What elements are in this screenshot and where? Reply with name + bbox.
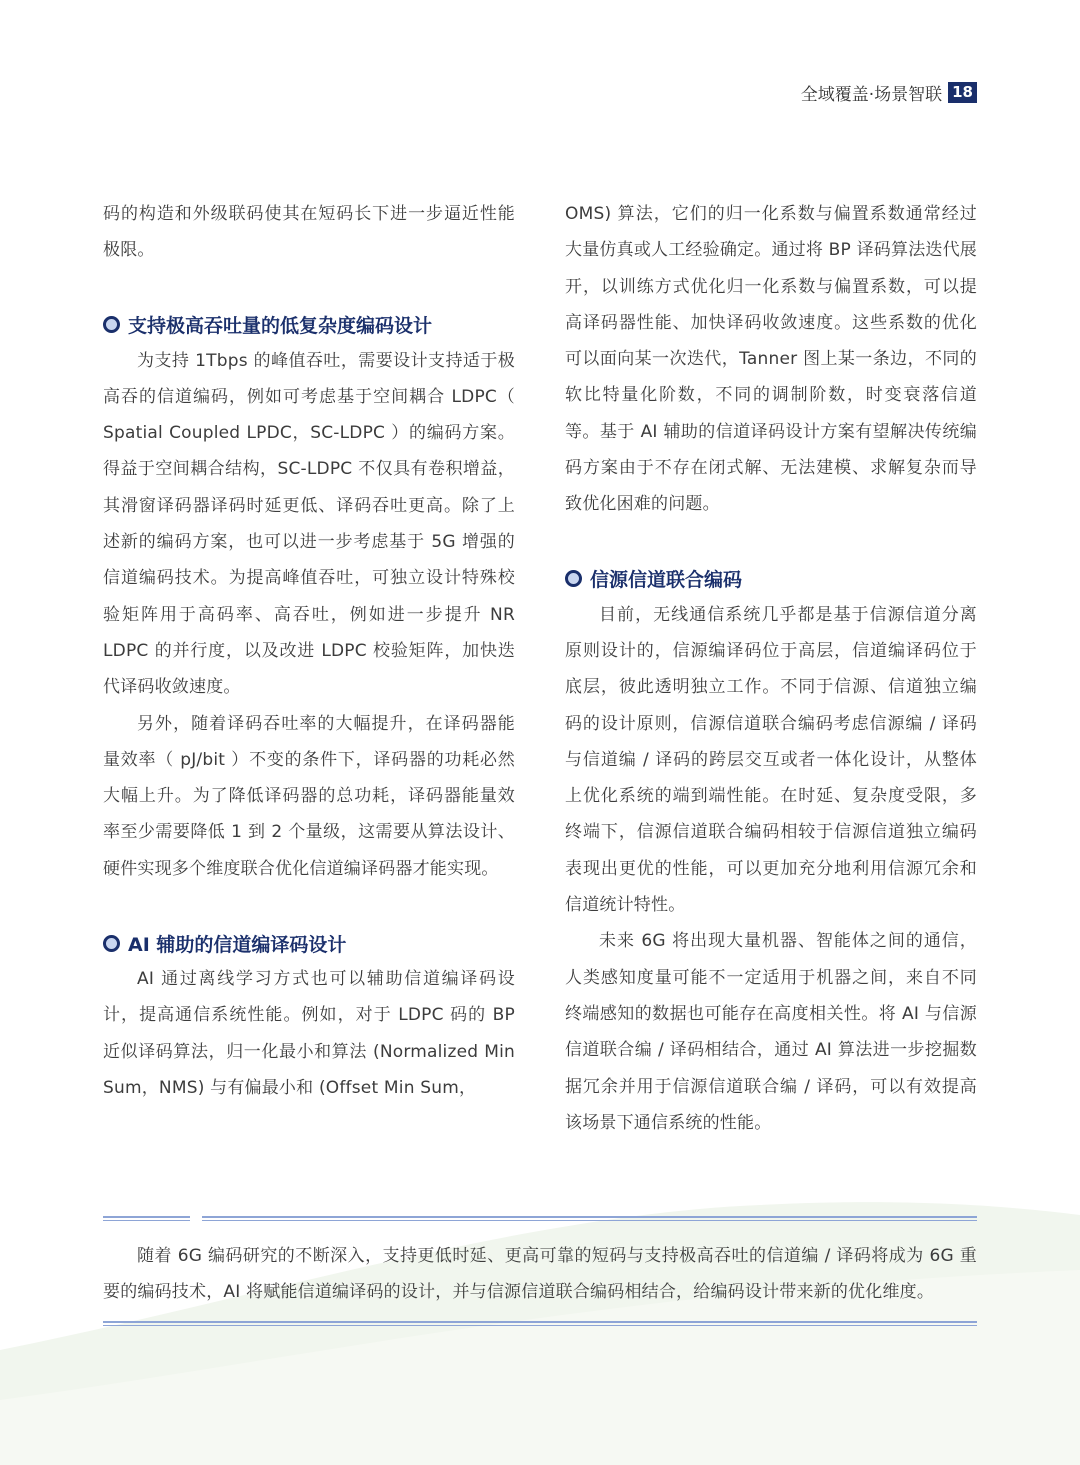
section-heading-high-throughput [103, 307, 515, 343]
section-heading-joint-coding [565, 561, 977, 597]
continued-paragraph: OMS) 算法，它们的归一化系数与偏置系数通常经过大量仿真或人工经验确定。通过将 BP 译码算法迭代展开，以训练方式优化归一化系数与偏置系数，可以提高译码器性能、加快译码收敛速度。这些系数的优化可以面向某一次迭代，Tanner 图上某一条边，不同的软比特量化阶数，不同的调制阶数，时变衰落信道等。基于 AI 辅助的信道译码设计方案有望解决传统编码方案由于不存在闭式解、无法建模、求解复杂而导致优化困难的问题。 [565, 204, 977, 515]
section-title: 全域覆盖·场景智联 [800, 85, 943, 105]
summary-bottom-rule [103, 1321, 977, 1327]
bullet-circle-icon [565, 570, 582, 587]
paragraph: 为支持 1Tbps 的峰值吞吐，需要设计支持适于极高吞的信道编码，例如可考虑基于空间耦合 LDPC（ Spatial Coupled LPDC，SC-LDPC ）的编码方案。得益于空间耦合结构，SC-LDPC 不仅具有卷积增益，其滑窗译码器译码时延更低、译码吞吐更高。除了上述新的编码方案，也可以进一步考虑基于 5G 增强的信道编码技术。为提高峰值吞吐，可独立设计特殊校验矩阵用于高码率、高吞吐，例如进一步提升 NR LDPC 的并行度，以及改进 LDPC 校验矩阵，加快迭代译码收敛速度。 [103, 350, 515, 698]
paragraph: 目前，无线通信系统几乎都是基于信源信道分离原则设计的，信源编译码位于高层，信道编译码位于底层，彼此透明独立工作。不同于信源、信道独立编码的设计原则，信源信道联合编码考虑信源编 / 译码与信道编 / 译码的跨层交互或者一体化设计，从整体上优化系统的端到端性能。在时延、复杂度受限，多终端下，信源信道联合编码相较于信源信道独立编码表现出更优的性能，可以更加充分地利用信源冗余和信道统计特性。 [565, 604, 977, 916]
summary-top-rule [103, 1216, 977, 1224]
paragraph: 另外，随着译码吞吐率的大幅提升，在译码器能量效率（ pJ/bit ）不变的条件下，译码器的功耗必然大幅上升。为了降低译码器的总功耗，译码器能量效率至少需要降低 1 到 2 个量级，这需要从算法设计、硬件实现多个维度联合优化信道编译码器才能实现。 [103, 713, 515, 879]
left-column [103, 196, 515, 1106]
bullet-circle-icon [103, 316, 120, 333]
page-number: 18 [948, 82, 977, 103]
summary-text: 随着 6G 编码研究的不断深入，支持更低时延、更高可靠的短码与支持极高吞吐的信道编 / 译码将成为 6G 重要的编码技术，AI 将赋能信道编译码的设计，并与信源信道联合编码相结合，给编码设计带来新的优化维度。 [103, 1246, 977, 1303]
paragraph: 未来 6G 将出现大量机器、智能体之间的通信，人类感知度量可能不一定适用于机器之间，来自不同终端感知的数据也可能存在高度相关性。将 AI 与信源信道联合编 / 译码相结合，通过 AI 算法进一步挖掘数据冗余并用于信源信道联合编 / 译码，可以有效提高该场景下通信系统的性能。 [565, 931, 977, 1133]
summary-box [103, 1216, 977, 1327]
intro-paragraph: 码的构造和外级联码使其在短码长下进一步逼近性能极限。 [103, 204, 515, 261]
bullet-circle-icon [103, 935, 120, 952]
heading-text: 支持极高吞吐量的低复杂度编码设计 [128, 315, 433, 338]
paragraph: AI 通过离线学习方式也可以辅助信道编译码设计，提高通信系统性能。例如，对于 LDPC 码的 BP 近似译码算法，归一化最小和算法 (Normalized Min Sum，NMS) 与有偏最小和 (Offset Min Sum， [103, 969, 515, 1098]
heading-text: 信源信道联合编码 [590, 569, 743, 592]
right-column [565, 196, 977, 1141]
page-header [801, 80, 977, 105]
section-heading-ai-assisted [103, 925, 515, 961]
heading-text: AI 辅助的信道编译码设计 [128, 933, 347, 956]
